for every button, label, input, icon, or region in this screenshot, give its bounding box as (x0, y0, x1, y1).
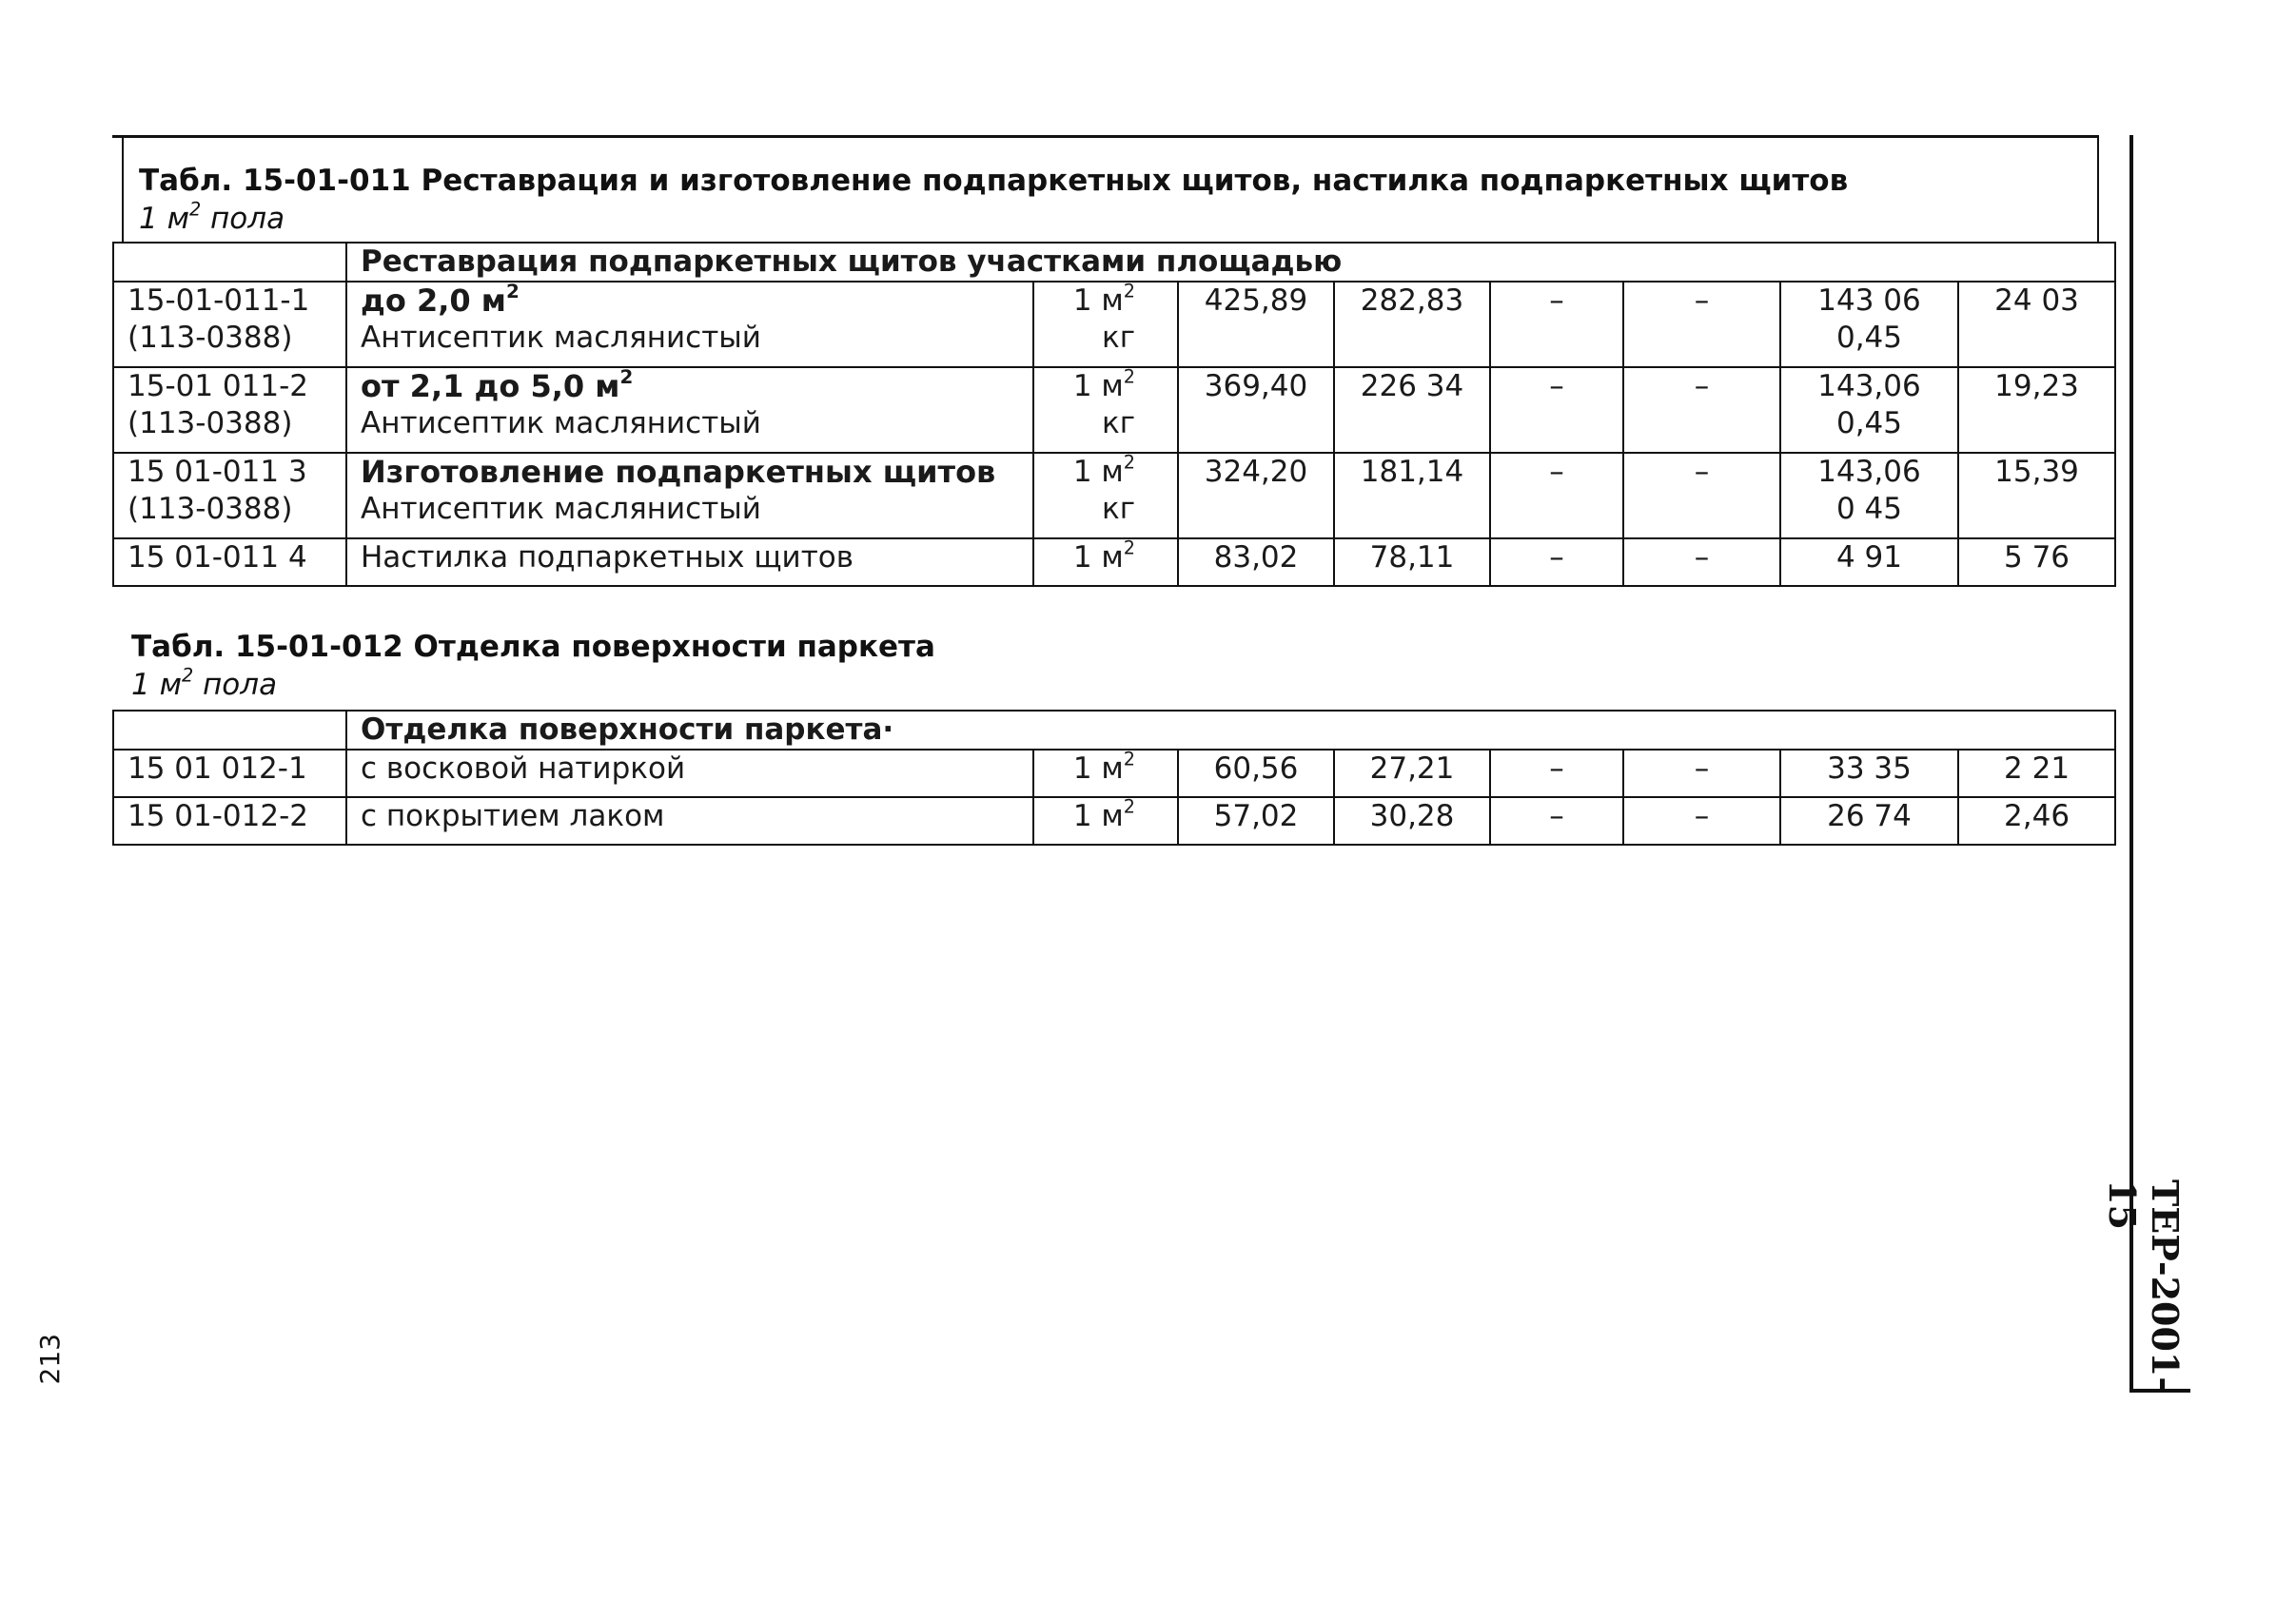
row-code: 15-01 011-2 (113-0388) (113, 367, 346, 453)
row-col2: 226 34 (1334, 367, 1490, 453)
row-code: 15 01-011 3 (113-0388) (113, 453, 346, 538)
table1-frame-left (122, 135, 124, 244)
row-name: с покрытием лаком (346, 797, 1033, 845)
section-code-cell (113, 711, 346, 750)
table2-unit: 1 $м^2$ пола (131, 664, 278, 702)
row-code: 15 01-011 4 (113, 538, 346, 586)
row-col5: 26 74 (1780, 797, 1958, 845)
row-name: до 2,0 $м^2$ Антисептик маслянистый (346, 282, 1033, 367)
row-col1: 57,02 (1178, 797, 1334, 845)
row-col3: – (1490, 367, 1623, 453)
row-col4: – (1623, 750, 1780, 797)
row-name: с восковой натиркой (346, 750, 1033, 797)
table-row (113, 282, 2115, 367)
row-col2: 30,28 (1334, 797, 1490, 845)
row-col5: 143 06 0,45 (1780, 282, 1958, 367)
row-col4: – (1623, 453, 1780, 538)
table2-section-row (113, 711, 2115, 750)
row-name: от 2,1 до 5,0 $м^2$ Антисептик маслянистый (346, 367, 1033, 453)
row-col3: – (1490, 797, 1623, 845)
row-unit: 1 $м^2$ (1033, 750, 1178, 797)
table1-section-title: Реставрация подпаркетных щитов участками площадью (346, 243, 2115, 282)
row-col3: – (1490, 538, 1623, 586)
row-col6: 15,39 (1958, 453, 2115, 538)
row-name: Настилка подпаркетных щитов (346, 538, 1033, 586)
row-col2: 282,83 (1334, 282, 1490, 367)
row-col2: 27,21 (1334, 750, 1490, 797)
row-code: 15 01 012-1 (113, 750, 346, 797)
row-unit: 1 $м^2$ кг (1033, 282, 1178, 367)
row-unit: 1 $м^2$ (1033, 538, 1178, 586)
table2-heading (131, 628, 935, 704)
row-col5: 143,06 0 45 (1780, 453, 1958, 538)
page-number: 213 (34, 1334, 66, 1385)
row-col1: 324,20 (1178, 453, 1334, 538)
row-col5: 33 35 (1780, 750, 1958, 797)
table1-frame-top (112, 135, 2097, 138)
row-col3: – (1490, 453, 1623, 538)
table2-title: Табл. 15-01-012 Отделка поверхности паркета (131, 630, 935, 664)
row-col6: 19,23 (1958, 367, 2115, 453)
row-unit: 1 $м^2$ кг (1033, 367, 1178, 453)
row-col6: 2,46 (1958, 797, 2115, 845)
row-col4: – (1623, 797, 1780, 845)
table1-heading (139, 162, 1848, 238)
table-row (113, 453, 2115, 538)
row-col1: 425,89 (1178, 282, 1334, 367)
table1 (112, 242, 2116, 587)
table2-section-title: Отделка поверхности паркета· (346, 711, 2115, 750)
row-code: 15-01-011-1 (113-0388) (113, 282, 346, 367)
table-row (113, 797, 2115, 845)
row-name: Изготовление подпаркетных щитов Антисептик маслянистый (346, 453, 1033, 538)
row-col4: – (1623, 367, 1780, 453)
document-code: ТЕР-2001-15 (2101, 1180, 2187, 1393)
row-col5: 143,06 0,45 (1780, 367, 1958, 453)
row-col4: – (1623, 282, 1780, 367)
row-col1: 83,02 (1178, 538, 1334, 586)
row-col4: – (1623, 538, 1780, 586)
row-unit: 1 $м^2$ кг (1033, 453, 1178, 538)
table1-frame-right (2097, 135, 2099, 244)
table-row (113, 538, 2115, 586)
row-code: 15 01-012-2 (113, 797, 346, 845)
row-col2: 181,14 (1334, 453, 1490, 538)
row-col6: 2 21 (1958, 750, 2115, 797)
row-col2: 78,11 (1334, 538, 1490, 586)
row-col1: 369,40 (1178, 367, 1334, 453)
row-col6: 5 76 (1958, 538, 2115, 586)
row-col3: – (1490, 750, 1623, 797)
table1-title: Табл. 15-01-011 Реставрация и изготовление подпаркетных щитов, настилка подпаркетных щитов (139, 164, 1849, 198)
table2 (112, 710, 2116, 846)
row-col5: 4 91 (1780, 538, 1958, 586)
table-row (113, 750, 2115, 797)
row-col1: 60,56 (1178, 750, 1334, 797)
table-row (113, 367, 2115, 453)
row-col3: – (1490, 282, 1623, 367)
row-unit: 1 $м^2$ (1033, 797, 1178, 845)
section-code-cell (113, 243, 346, 282)
row-col6: 24 03 (1958, 282, 2115, 367)
table1-section-row (113, 243, 2115, 282)
table1-unit: 1 $м^2$ пола (139, 198, 285, 236)
